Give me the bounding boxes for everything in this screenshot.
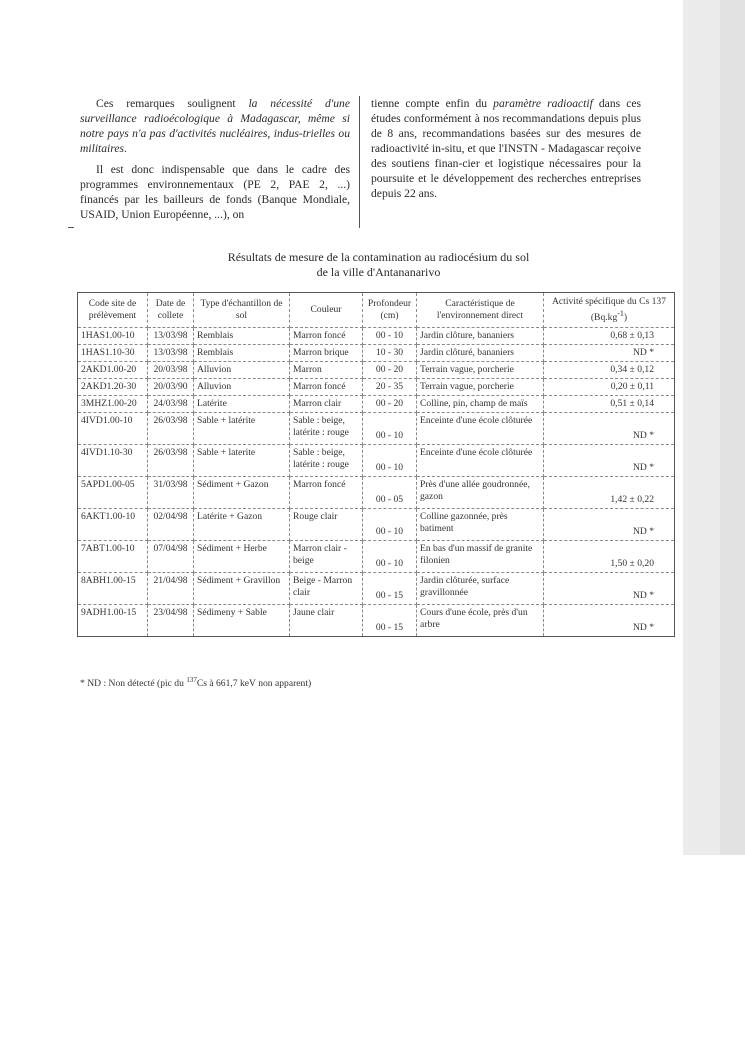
cell-code: 9ADH1.00-15 — [78, 605, 148, 637]
table-row — [78, 605, 675, 637]
cell-code: 6AKT1.00-10 — [78, 509, 148, 541]
right-paragraph-1: tienne compte enfin du paramètre radioactif dans ces études conformément à nos recommandations depuis plus de 8 ans, recommandations basées sur des mesures de radioactivité in-situ, et que l'INSTN - Madagascar reçoive des soutiens finan-cier et logistique nécessaires pour la poursuite et le développement des recherches entreprises depuis 22 ans. — [371, 97, 641, 200]
cell-activite: 0,34 ± 0,12 — [544, 362, 675, 379]
cell-profondeur: 20 - 35 — [363, 379, 417, 396]
cell-activite: ND * — [544, 605, 675, 637]
cell-couleur: Sable : beige, latérite : rouge — [290, 445, 363, 477]
table-row — [78, 445, 675, 477]
cell-date: 23/04/98 — [148, 605, 194, 637]
cell-activite: 1,50 ± 0,20 — [544, 541, 675, 573]
cell-environnement: Cours d'une école, près d'un arbre — [417, 605, 544, 637]
cell-profondeur: 00 - 20 — [363, 362, 417, 379]
table-row — [78, 477, 675, 509]
cell-environnement: Jardin clôturée, surface gravillonnée — [417, 573, 544, 605]
header-couleur: Couleur — [290, 293, 363, 328]
cell-couleur: Marron brique — [290, 345, 363, 362]
table-row — [78, 396, 675, 413]
header-date: Date de collete — [148, 293, 194, 328]
cell-profondeur: 00 - 15 — [363, 605, 417, 637]
cell-type: Alluvion — [194, 362, 290, 379]
cell-code: 1HAS1.00-10 — [78, 328, 148, 345]
cell-activite: ND * — [544, 509, 675, 541]
header-activite: Activité spécifique du Cs 137 $(Bq.kg^{-1})$ — [544, 293, 675, 328]
column-divider — [359, 96, 360, 228]
cell-date: 26/03/98 — [148, 413, 194, 445]
cell-profondeur: 00 - 05 — [363, 477, 417, 509]
header-code: Code site de prélèvement — [78, 293, 148, 328]
cell-date: 24/03/98 — [148, 396, 194, 413]
cell-activite: ND * — [544, 445, 675, 477]
table-title: Résultats de mesure de la contamination au radiocésium du sol de la ville d'Antananarivo — [227, 250, 530, 279]
cell-environnement: En bas d'un massif de granite filonien — [417, 541, 544, 573]
cell-activite: ND * — [544, 345, 675, 362]
cell-code: 2AKD1.20-30 — [78, 379, 148, 396]
cell-couleur: Marron clair - beige — [290, 541, 363, 573]
cell-code: 5APD1.00-05 — [78, 477, 148, 509]
table-row — [78, 328, 675, 345]
cell-date: 13/03/98 — [148, 328, 194, 345]
cell-type: Alluvion — [194, 379, 290, 396]
cell-profondeur: 00 - 20 — [363, 396, 417, 413]
cell-activite: ND * — [544, 413, 675, 445]
cell-environnement: Jardin clôturé, bananiers — [417, 345, 544, 362]
cell-date: 26/03/98 — [148, 445, 194, 477]
cell-environnement: Enceinte d'une école clôturée — [417, 445, 544, 477]
footnote: * ND : Non détecté (pic du $^{137}$Cs à 661,7 keV non apparent) — [80, 676, 312, 690]
cell-environnement: Enceinte d'une école clôturée — [417, 413, 544, 445]
table-row — [78, 541, 675, 573]
cell-date: 20/03/98 — [148, 362, 194, 379]
cell-type: Sédiment + Herbe — [194, 541, 290, 573]
cell-couleur: Marron — [290, 362, 363, 379]
left-paragraph-1: Ces remarques soulignent la nécessité d'une surveillance radioécologique à Madagascar, même si notre pays n'a pas d'activités nucléaires, indus-trielles ou militaires. — [80, 97, 350, 155]
cell-type: Sable + laterite — [194, 445, 290, 477]
cell-type: Sédiment + Gazon — [194, 477, 290, 509]
margin-mark — [68, 227, 74, 228]
header-profondeur: Profondeur (cm) — [363, 293, 417, 328]
left-text-column — [80, 96, 350, 228]
cell-environnement: Terrain vague, porcherie — [417, 362, 544, 379]
cell-type: Sable + latérite — [194, 413, 290, 445]
cell-couleur: Beige - Marron clair — [290, 573, 363, 605]
cell-date: 20/03/90 — [148, 379, 194, 396]
cell-couleur: Marron foncé — [290, 477, 363, 509]
cell-profondeur: 00 - 10 — [363, 541, 417, 573]
table-row — [78, 362, 675, 379]
cell-code: 8ABH1.00-15 — [78, 573, 148, 605]
cell-environnement: Terrain vague, porcherie — [417, 379, 544, 396]
table-row — [78, 413, 675, 445]
cell-date: 13/03/98 — [148, 345, 194, 362]
cell-code: 3MHZ1.00-20 — [78, 396, 148, 413]
cell-type: Remblais — [194, 345, 290, 362]
cell-activite: 0,20 ± 0,11 — [544, 379, 675, 396]
table-row — [78, 573, 675, 605]
cell-profondeur: 00 - 15 — [363, 573, 417, 605]
cell-type: Sédiment + Gravillon — [194, 573, 290, 605]
cell-code: 4IVD1.00-10 — [78, 413, 148, 445]
header-type: Type d'échantillon de sol — [194, 293, 290, 328]
cell-activite: 1,42 ± 0,22 — [544, 477, 675, 509]
cell-profondeur: 00 - 10 — [363, 328, 417, 345]
cell-code: 1HAS1.10-30 — [78, 345, 148, 362]
table-row — [78, 345, 675, 362]
cell-environnement: Près d'une allée goudronnée, gazon — [417, 477, 544, 509]
scan-edge — [720, 0, 745, 855]
cell-date: 07/04/98 — [148, 541, 194, 573]
table-header-row — [78, 293, 675, 328]
cell-code: 7ABT1.00-10 — [78, 541, 148, 573]
cell-type: Sédimeny + Sable — [194, 605, 290, 637]
cell-type: Remblais — [194, 328, 290, 345]
left-paragraph-2: Il est donc indispensable que dans le cadre des programmes environnementaux (PE 2, PAE 2, ...) financés par les bailleurs de fonds (Banque Mondiale, USAID, Union Européenne, ...), on — [80, 163, 350, 221]
cell-date: 21/04/98 — [148, 573, 194, 605]
table-row — [78, 379, 675, 396]
cell-environnement: Colline, pin, champ de maïs — [417, 396, 544, 413]
cell-date: 02/04/98 — [148, 509, 194, 541]
cell-couleur: Sable : beige, latérite : rouge — [290, 413, 363, 445]
cell-code: 4IVD1.10-30 — [78, 445, 148, 477]
cell-activite: ND * — [544, 573, 675, 605]
cell-type: Latérite — [194, 396, 290, 413]
results-table — [77, 292, 675, 637]
cell-profondeur: 10 - 30 — [363, 345, 417, 362]
cell-environnement: Jardin clôture, bananiers — [417, 328, 544, 345]
cell-environnement: Colline gazonnée, près batiment — [417, 509, 544, 541]
cell-type: Latérite + Gazon — [194, 509, 290, 541]
cell-profondeur: 00 - 10 — [363, 509, 417, 541]
cell-couleur: Jaune clair — [290, 605, 363, 637]
cell-activite: 0,68 ± 0,13 — [544, 328, 675, 345]
cell-profondeur: 00 - 10 — [363, 445, 417, 477]
cell-couleur: Rouge clair — [290, 509, 363, 541]
cell-couleur: Marron foncé — [290, 328, 363, 345]
cell-date: 31/03/98 — [148, 477, 194, 509]
cell-profondeur: 00 - 10 — [363, 413, 417, 445]
header-caracteristique: Caractéristique de l'environnement direct — [417, 293, 544, 328]
table-row — [78, 509, 675, 541]
cell-couleur: Marron foncé — [290, 379, 363, 396]
right-text-column — [371, 96, 641, 207]
cell-code: 2AKD1.00-20 — [78, 362, 148, 379]
cell-couleur: Marron clair — [290, 396, 363, 413]
cell-activite: 0,51 ± 0,14 — [544, 396, 675, 413]
